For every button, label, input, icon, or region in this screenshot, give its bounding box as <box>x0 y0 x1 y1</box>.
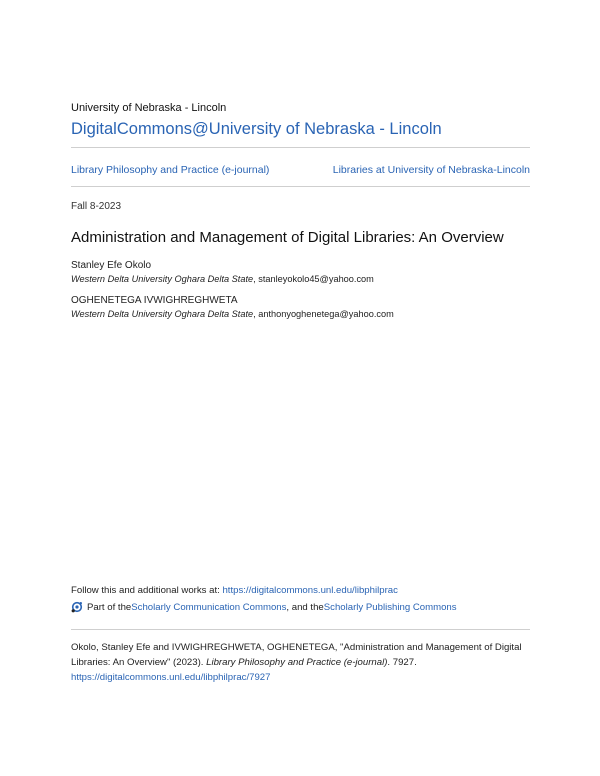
publication-date: Fall 8-2023 <box>71 201 122 212</box>
citation-url-link[interactable]: https://digitalcommons.unl.edu/libphilprac/7927 <box>71 672 271 683</box>
scholarly-communication-link[interactable]: Scholarly Communication Commons <box>131 601 287 613</box>
nav-divider <box>71 186 530 187</box>
follow-line <box>71 585 398 596</box>
repository-link[interactable]: DigitalCommons@University of Nebraska - Lincoln <box>71 120 442 138</box>
institution-name: University of Nebraska - Lincoln <box>71 102 227 114</box>
follow-url-link[interactable]: https://digitalcommons.unl.edu/libphilprac <box>222 585 398 596</box>
citation-journal: Library Philosophy and Practice (e-journal) <box>206 657 388 668</box>
citation-number: . 7927. <box>387 657 417 668</box>
author-affiliation: Western Delta University Oghara Delta State, anthonyoghenetega@yahoo.com <box>71 309 394 319</box>
paper-title: Administration and Management of Digital Libraries: An Overview <box>71 229 504 246</box>
affiliation-text: Western Delta University Oghara Delta State <box>71 274 254 284</box>
commons-network-icon <box>71 601 83 613</box>
author-name: OGHENETEGA IVWIGHREGHWETA <box>71 295 238 306</box>
author-email[interactable]: anthonyoghenetega@yahoo.com <box>258 309 394 319</box>
top-divider <box>71 147 530 148</box>
footer-divider <box>71 629 530 630</box>
author-email[interactable]: stanleyokolo45@yahoo.com <box>258 274 374 284</box>
affiliation-text: Western Delta University Oghara Delta State <box>71 309 254 319</box>
partof-prefix: Part of the <box>87 601 132 613</box>
libraries-link[interactable]: Libraries at University of Nebraska-Lincoln <box>332 164 530 176</box>
citation-text: Okolo, Stanley Efe and IVWIGHREGHWETA, OGHENETEGA, "Administration and Management of Digital Libraries: An Overview" (2023). <box>71 642 522 668</box>
journal-link[interactable]: Library Philosophy and Practice (e-journal) <box>71 164 270 176</box>
recommended-citation <box>71 640 531 685</box>
part-of-line <box>71 601 457 613</box>
scholarly-publishing-link[interactable]: Scholarly Publishing Commons <box>323 601 457 613</box>
partof-middle: , and the <box>286 601 324 613</box>
follow-prefix: Follow this and additional works at: <box>71 585 223 596</box>
author-name: Stanley Efe Okolo <box>71 260 152 271</box>
author-affiliation: Western Delta University Oghara Delta State, stanleyokolo45@yahoo.com <box>71 274 374 284</box>
